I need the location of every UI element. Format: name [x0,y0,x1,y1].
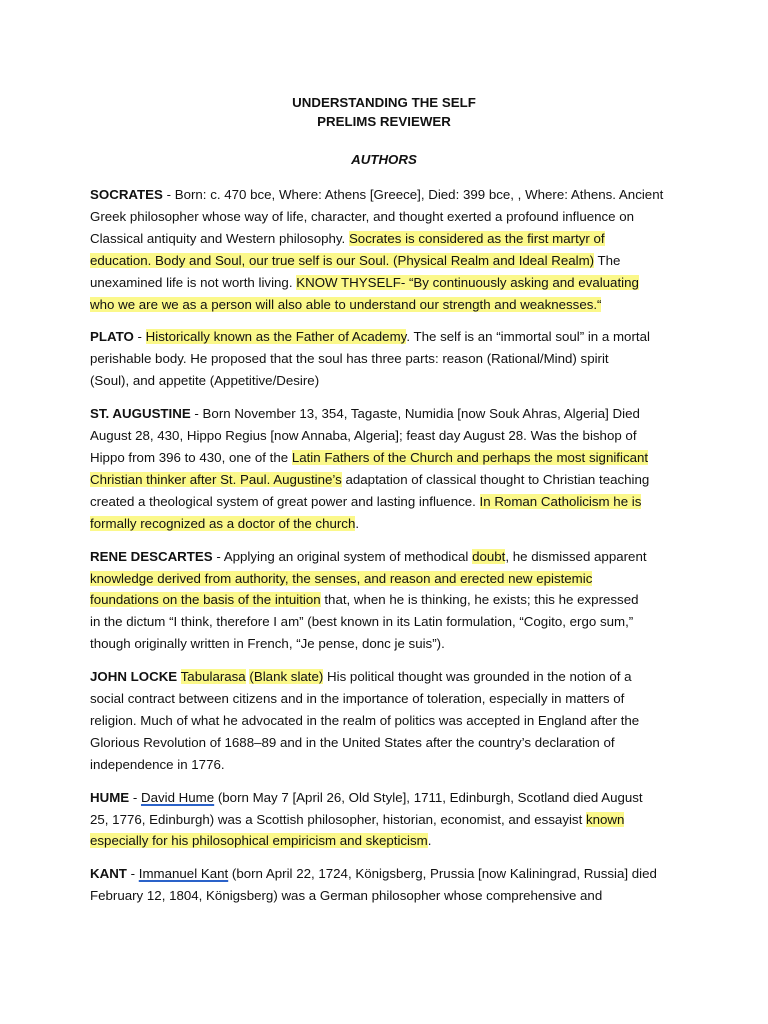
text-line [90,633,680,655]
text-line [90,326,680,348]
author-name: JOHN LOCKE [90,669,178,685]
highlighted-text: Christian thinker after St. Paul. Augustine’s [90,471,342,487]
highlighted-text: doubt [472,548,506,564]
text-run: - [129,789,141,805]
text-run: . [355,515,360,531]
text-run: The [594,252,621,268]
text-line [90,863,680,885]
document-title: UNDERSTANDING THE SELF [292,95,476,110]
text-run: . [427,833,432,849]
text-line [90,228,680,250]
text-run: February 12, 1804, Königsberg) was a German philosopher whose comprehensive and [90,888,603,904]
text-run: created a theological system of great power and lasting influence. [90,493,480,509]
text-run: 25, 1776, Edinburgh) was a Scottish philosopher, historian, economist, and essayist [90,811,586,827]
text-line [90,611,680,633]
text-line [90,403,680,425]
text-run: His political thought was grounded in the notion of a [323,669,632,685]
text-run: that, when he is thinking, he exists; this he expressed [320,592,639,608]
text-run: though originally written in French, “Je pense, donc je suis”). [90,636,445,652]
highlighted-text: education. Body and Soul, our true self is our Soul. (Physical Realm and Ideal Realm) [90,252,595,268]
text-run: adaptation of classical thought to Christian teaching [341,471,650,487]
author-name: HUME [90,789,130,805]
text-line [90,666,680,688]
highlighted-text: Tabularasa [180,669,246,685]
text-line [90,754,680,776]
text-run: - Born November 13, 354, Tagaste, Numidia [now Souk Ahras, Algeria] Died [190,406,640,422]
highlighted-text: In Roman Catholicism he is [479,493,642,509]
author-name: RENE DESCARTES [90,548,213,564]
paragraph-plato [90,326,680,392]
document-body [90,184,680,918]
text-run: (Soul), and appetite (Appetitive/Desire) [90,373,320,389]
text-line [90,348,680,370]
text-line [90,787,680,809]
text-line [90,589,680,611]
text-run: (born April 22, 1724, Königsberg, Prussia [now Kaliningrad, Russia] died [228,866,657,882]
paragraph-hume [90,787,680,853]
highlighted-text: especially for his philosophical empiricism and skepticism [90,833,428,849]
paragraph-kant [90,863,680,907]
text-run: . The self is an “immortal soul” in a mortal [406,329,650,345]
text-run: (born May 7 [April 26, Old Style], 1711, Edinburgh, Scotland died August [214,789,643,805]
text-line [90,830,680,852]
section-heading: AUTHORS [351,152,417,167]
highlighted-text: (Blank slate) [249,669,324,685]
text-line [90,732,680,754]
text-run: unexamined life is not worth living. [90,274,297,290]
text-run: religion. Much of what he advocated in the realm of politics was accepted in England after the [90,712,640,728]
spellcheck-underlined-name[interactable]: David Hume [140,789,215,805]
highlighted-text: known [585,811,625,827]
title-block [0,93,768,131]
highlighted-text: foundations on the basis of the intuition [90,592,321,608]
author-name: SOCRATES [90,187,163,202]
text-line [90,447,680,469]
text-line [90,809,680,831]
spellcheck-underlined-name[interactable]: Immanuel Kant [138,866,229,882]
text-line [90,710,680,732]
highlighted-text: Latin Fathers of the Church and perhaps the most significant [291,449,649,465]
highlighted-text: KNOW THYSELF- “By continuously asking and evaluating [296,274,639,290]
text-line [90,206,680,228]
highlighted-text: who we are we as a person will also able to understand our strength and weaknesses.“ [90,296,602,312]
document-subtitle: PRELIMS REVIEWER [317,114,451,129]
text-run: - [126,866,139,882]
text-run: social contract between citizens and in the importance of toleration, especially in matters of [90,691,625,707]
paragraph-socrates [90,184,680,315]
author-name: KANT [90,866,127,882]
text-run: - Born: c. 470 bce, Where: Athens [Greece], Died: 399 bce, , Where: Athens. Ancient [162,187,664,202]
text-run: Classical antiquity and Western philosophy. [90,230,349,246]
text-line [90,184,680,206]
text-run: Hippo from 396 to 430, one of the [90,449,292,465]
text-line [90,491,680,513]
text-line [90,370,680,392]
text-run: , he dismissed apparent [505,548,647,564]
text-run: Glorious Revolution of 1688–89 and in the United States after the country’s declaration of [90,734,615,750]
author-name: PLATO [90,329,134,345]
text-line [90,425,680,447]
author-name: ST. AUGUSTINE [90,406,191,422]
text-line [90,688,680,710]
highlighted-text: formally recognized as a doctor of the church [90,515,356,531]
text-line [90,469,680,491]
text-run: perishable body. He proposed that the soul has three parts: reason (Rational/Mind) spirit [90,351,609,367]
paragraph-augustine [90,403,680,534]
paragraph-descartes [90,546,680,656]
text-line [90,250,680,272]
text-run: - [133,329,146,345]
text-line [90,513,680,535]
text-line [90,546,680,568]
highlighted-text: Socrates is considered as the first martyr of [348,230,605,246]
text-run: in the dictum “I think, therefore I am” (best known in its Latin formulation, “Cogito, ergo sum,” [90,614,634,630]
text-run: August 28, 430, Hippo Regius [now Annaba, Algeria]; feast day August 28. Was the bishop of [90,428,637,444]
highlighted-text: Historically known as the Father of Academy [145,329,407,345]
text-line [90,885,680,907]
text-run: independence in 1776. [90,756,225,772]
highlighted-text: knowledge derived from authority, the senses, and reason and erected new epistemic [90,570,593,586]
text-run: Greek philosopher whose way of life, character, and thought exerted a profound influence on [90,208,635,224]
text-line [90,568,680,590]
text-run: - Applying an original system of methodical [212,548,473,564]
paragraph-locke [90,666,680,776]
text-line [90,294,680,316]
text-line [90,272,680,294]
